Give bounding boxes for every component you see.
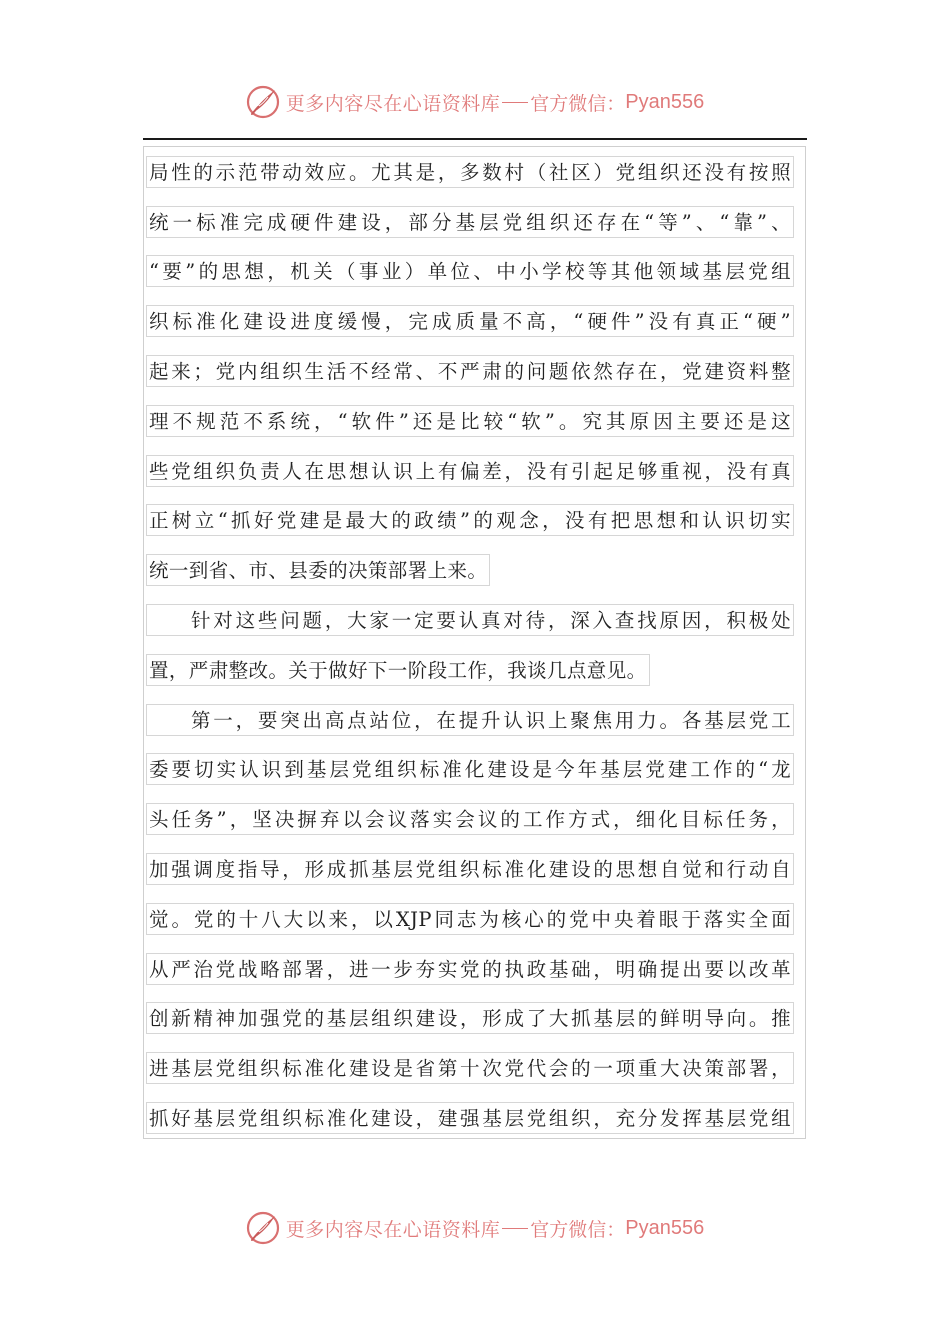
banner-title: 更多内容尽在心语资料库 [285, 1218, 501, 1241]
text-line: 统一标准完成硬件建设，部分基层党组织还存在“等”、“靠”、 [146, 197, 794, 247]
banner-dash [502, 1228, 528, 1229]
banner-title: 更多内容尽在心语资料库 [285, 92, 501, 115]
text-line: 抓好基层党组织标准化建设，建强基层党组织，充分发挥基层党组 [146, 1093, 794, 1143]
text-line: 局性的示范带动效应。尤其是，多数村（社区）党组织还没有按照 [146, 147, 794, 197]
banner-wechat-label: 官方微信： [530, 1218, 626, 1241]
text-line: 觉。党的十八大以来，以XJP同志为核心的党中央着眼于落实全面 [146, 894, 794, 944]
banner-wechat-id: Pyan556 [625, 90, 705, 113]
text-line: 理不规范不系统，“软件”还是比较“软”。究其原因主要还是这 [146, 396, 794, 446]
text-line: 加强调度指导，形成抓基层党组织标准化建设的思想自觉和行动自 [146, 844, 794, 894]
banner-wechat-id: Pyan556 [625, 1216, 705, 1239]
header-banner [0, 80, 950, 124]
text-line: 起来；党内组织生活不经常、不严肃的问题依然存在，党建资料整 [146, 346, 794, 396]
text-line: 些党组织负责人在思想认识上有偏差，没有引起足够重视，没有真 [146, 446, 794, 496]
text-line: 正树立“抓好党建是最大的政绩”的观念，没有把思想和认识切实 [146, 496, 794, 546]
footer-banner [0, 1206, 950, 1250]
text-line: 头任务”，坚决摒弃以会议落实会议的工作方式，细化目标任务， [146, 794, 794, 844]
text-line: “要”的思想，机关（事业）单位、中小学校等其他领域基层党组 [146, 247, 794, 297]
header-rule [143, 138, 807, 140]
paragraph-start-line: 第一，要突出高点站位，在提升认识上聚焦用力。各基层党工 [146, 695, 794, 745]
text-line: 从严治党战略部署，进一步夯实党的执政基础，明确提出要以改革 [146, 944, 794, 994]
quill-logo-icon [246, 85, 280, 119]
paragraph-start-line: 针对这些问题，大家一定要认真对待，深入查找原因，积极处 [146, 595, 794, 645]
text-line: 进基层党组织标准化建设是省第十次党代会的一项重大决策部署， [146, 1043, 794, 1093]
banner-dash [502, 102, 528, 103]
document-body [146, 147, 794, 1143]
quill-logo-icon [246, 1211, 280, 1245]
text-line: 织标准化建设进度缓慢，完成质量不高，“硬件”没有真正“硬” [146, 296, 794, 346]
banner-wechat-label: 官方微信： [530, 92, 626, 115]
text-line: 置，严肃整改。关于做好下一阶段工作，我谈几点意见。 [146, 645, 794, 695]
text-line: 委要切实认识到基层党组织标准化建设是今年基层党建工作的“龙 [146, 745, 794, 795]
text-line: 统一到省、市、县委的决策部署上来。 [146, 545, 794, 595]
text-line: 创新精神加强党的基层组织建设，形成了大抓基层的鲜明导向。推 [146, 994, 794, 1044]
